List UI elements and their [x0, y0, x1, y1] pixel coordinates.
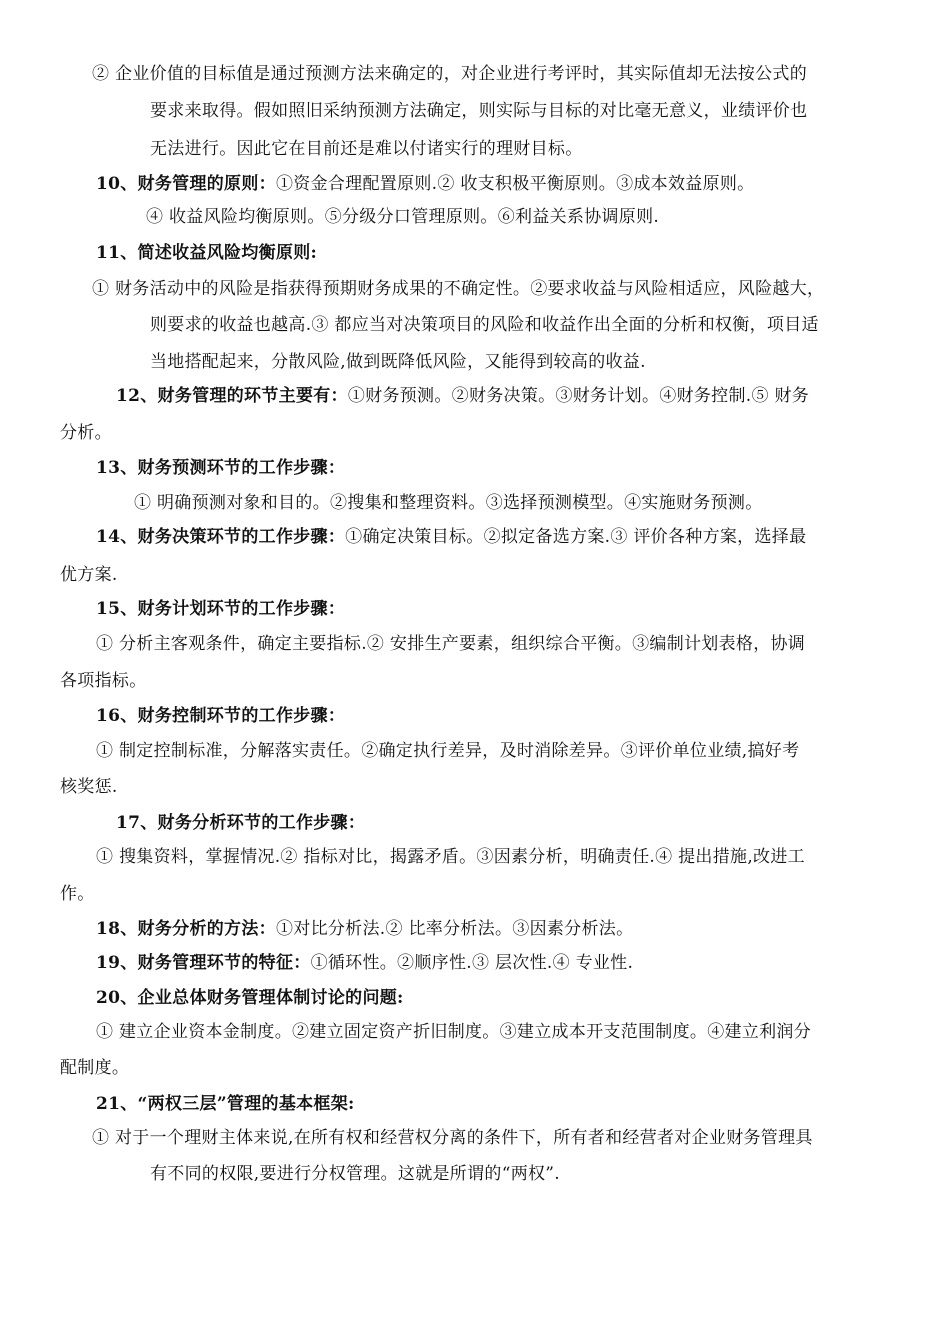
- section-heading: 16、财务控制环节的工作步骤：: [96, 706, 346, 726]
- text-line: 作。: [60, 884, 95, 904]
- section-heading: 20、企业总体财务管理体制讨论的问题:: [96, 988, 404, 1008]
- section-19: 19、财务管理环节的特征：①循环性。②顺序性.③ 层次性.④ 专业性.: [96, 953, 634, 973]
- text-line: ① 制定控制标准，分解落实责任。②确定执行差异，及时消除差异。③评价单位业绩,搞好考: [96, 741, 800, 761]
- text-line: ① 对于一个理财主体来说,在所有权和经营权分离的条件下，所有者和经营者对企业财务管理具: [92, 1128, 813, 1148]
- section-heading: 12、财务管理的环节主要有：: [116, 386, 348, 406]
- text-line: 配制度。: [60, 1058, 130, 1078]
- text-line: 优方案.: [60, 565, 118, 585]
- section-heading: 18、财务分析的方法：: [96, 919, 276, 939]
- text-line: 要求来取得。假如照旧采纳预测方法确定，则实际与目标的对比毫无意义，业绩评价也: [150, 101, 808, 121]
- text-line: ① 搜集资料，掌握情况.② 指标对比，揭露矛盾。③因素分析，明确责任.④ 提出措施,改进工: [96, 847, 805, 867]
- section-17: [116, 811, 365, 835]
- text-line: ② 企业价值的目标值是通过预测方法来确定的，对企业进行考评时，其实际值却无法按公式的: [92, 64, 808, 84]
- section-18: 18、财务分析的方法：①对比分析法.② 比率分析法。③因素分析法。: [96, 919, 634, 939]
- text-line: ④ 收益风险均衡原则。⑤分级分口管理原则。⑥利益关系协调原则.: [146, 207, 660, 227]
- text-line: 分析。: [60, 423, 112, 443]
- section-14: 14、财务决策环节的工作步骤：①确定决策目标。②拟定备选方案.③ 评价各种方案，选择最: [96, 527, 807, 547]
- text-line: ① 建立企业资本金制度。②建立固定资产折旧制度。③建立成本开支范围制度。④建立利润分: [96, 1022, 812, 1042]
- text-line: ① 明确预测对象和目的。②搜集和整理资料。③选择预测模型。④实施财务预测。: [134, 493, 763, 513]
- text-line: 无法进行。因此它在目前还是难以付诸实行的理财目标。: [150, 139, 583, 159]
- section-15: [96, 597, 345, 621]
- section-20: [96, 986, 404, 1010]
- section-heading: 17、财务分析环节的工作步骤：: [116, 813, 366, 833]
- section-heading: 15、财务计划环节的工作步骤：: [96, 599, 346, 619]
- section-heading: 11、简述收益风险均衡原则:: [96, 243, 318, 263]
- text-line: 则要求的收益也越高.③ 都应当对决策项目的风险和收益作出全面的分析和权衡，项目适: [150, 315, 819, 335]
- section-13: [96, 456, 345, 480]
- section-heading: 21、“两权三层”管理的基本框架:: [96, 1094, 355, 1114]
- section-12: 12、财务管理的环节主要有：①财务预测。②财务决策。③财务计划。④财务控制.⑤ 财务: [116, 386, 810, 406]
- text-line: ① 分析主客观条件，确定主要指标.② 安排生产要素，组织综合平衡。③编制计划表格，协调: [96, 634, 806, 654]
- section-heading: 19、财务管理环节的特征：: [96, 953, 311, 973]
- section-16: [96, 704, 345, 728]
- section-heading: 13、财务预测环节的工作步骤：: [96, 458, 346, 478]
- text-line: 当地搭配起来，分散风险,做到既降低风险，又能得到较高的收益.: [150, 352, 646, 372]
- section-11: [96, 241, 317, 265]
- section-21: [96, 1092, 355, 1116]
- section-heading: 14、财务决策环节的工作步骤：: [96, 527, 346, 547]
- section-10: 10、财务管理的原则：①资金合理配置原则.② 收支积极平衡原则。③成本效益原则。: [96, 174, 755, 194]
- section-heading: 10、财务管理的原则：: [96, 174, 276, 194]
- text-line: 各项指标。: [60, 671, 147, 691]
- text-line: 核奖惩.: [60, 777, 118, 797]
- text-line: ① 财务活动中的风险是指获得预期财务成果的不确定性。②要求收益与风险相适应，风险越大，: [92, 279, 825, 299]
- text-line: 有不同的权限,要进行分权管理。这就是所谓的“两权”.: [150, 1164, 560, 1184]
